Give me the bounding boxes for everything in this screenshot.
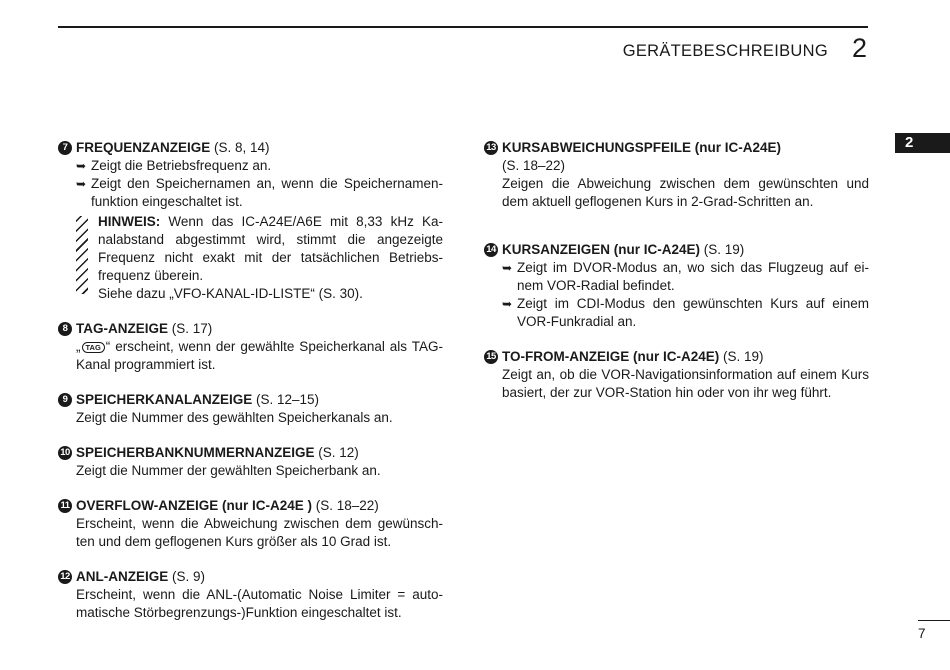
item-text: “ erscheint, wenn der gewählte Speicherkanal als TAG-Kanal programmiert ist. — [76, 339, 443, 372]
item-14 — [484, 241, 869, 331]
item-title: OVERFLOW-ANZEIGE (nur IC-A24E ) — [76, 498, 312, 513]
section-title: GERÄTEBESCHREIBUNG — [622, 42, 828, 60]
page-reference: (S. 18–22) — [311, 498, 379, 513]
note-label: HINWEIS: — [98, 214, 161, 229]
quote-open: „ — [76, 339, 81, 354]
header-rule — [58, 26, 868, 28]
page-number: 7 — [918, 626, 926, 641]
page-reference: (S. 12–15) — [252, 392, 320, 407]
item-text: Zeigt die Nummer des gewählten Speicherkanals an. — [76, 410, 393, 425]
item-11 — [58, 497, 443, 551]
item-number-marker: 15 — [484, 350, 498, 364]
arrow-bullet-icon: ➥ — [76, 177, 87, 191]
item-text: Zeigt die Nummer der gewählten Speicherbank an. — [76, 463, 381, 478]
bullet-item — [502, 259, 869, 295]
bullet-item — [76, 175, 443, 211]
note-hatch-icon — [76, 216, 88, 294]
item-title: ANL-ANZEIGE — [76, 569, 169, 584]
item-text: Zeigen die Abweichung zwischen dem gewünschten und dem aktuell geflogenen Kurs in 2-Grad-Schritten an. — [502, 176, 869, 209]
item-13 — [484, 139, 869, 211]
note-text: Wenn das IC-A24E/A6E mit 8,33 kHz Ka-nalabstand abgestimmt wird, stimmt die angezeigte Frequenz nicht exakt mit der tatsächlichen Betriebs-frequenz überein. — [98, 214, 443, 283]
tag-key-icon: TAG — [82, 342, 105, 353]
note-reference: Siehe dazu „VFO-KANAL-ID-LISTE“ (S. 30). — [98, 286, 363, 301]
item-15 — [484, 348, 869, 402]
note-box — [76, 213, 443, 303]
page-reference: (S. 19) — [700, 242, 745, 257]
item-title: KURSABWEICHUNGSPFEILE (nur IC-A24E) — [502, 140, 782, 155]
item-text: Erscheint, wenn die Abweichung zwischen dem gewünsch-ten und dem geflogenen Kurs größer als 10 Grad ist. — [76, 516, 443, 549]
item-text: Erscheint, wenn die ANL-(Automatic Noise Limiter = auto-matische Störbegrenzungs-)Funktion eingeschaltet ist. — [76, 587, 443, 620]
item-12 — [58, 568, 443, 622]
item-title: KURSANZEIGEN (nur IC-A24E) — [502, 242, 701, 257]
arrow-bullet-icon: ➥ — [502, 261, 513, 275]
chapter-number: 2 — [852, 33, 868, 63]
bullet-item — [76, 157, 443, 175]
page-reference: (S. 18–22) — [502, 158, 566, 173]
bullet-item — [502, 295, 869, 331]
left-column — [58, 139, 443, 622]
right-column — [484, 139, 869, 402]
item-title: SPEICHERBANKNUMMERNANZEIGE — [76, 445, 315, 460]
bullet-text: Zeigt den Speichernamen an, wenn die Speichernamen-funktion eingeschaltet ist. — [91, 176, 443, 209]
page-reference: (S. 8, 14) — [210, 140, 270, 155]
item-7 — [58, 139, 443, 303]
item-number-marker: 8 — [58, 322, 72, 336]
item-number-marker: 13 — [484, 141, 498, 155]
footer-rule — [918, 620, 950, 621]
bullet-text: Zeigt im DVOR-Modus an, wo sich das Flugzeug auf ei-nem VOR-Radial befindet. — [517, 260, 869, 293]
page-reference: (S. 9) — [168, 569, 206, 584]
item-number-marker: 12 — [58, 570, 72, 584]
item-number-marker: 10 — [58, 446, 72, 460]
item-text: Zeigt an, ob die VOR-Navigationsinformation auf einem Kurs basiert, der zur VOR-Station hin oder von ihr weg führt. — [502, 367, 869, 400]
arrow-bullet-icon: ➥ — [502, 297, 513, 311]
item-10 — [58, 444, 443, 480]
item-number-marker: 11 — [58, 499, 72, 513]
item-title: TO-FROM-ANZEIGE (nur IC-A24E) — [502, 349, 720, 364]
item-title: FREQUENZANZEIGE — [76, 140, 211, 155]
page-reference: (S. 19) — [719, 349, 764, 364]
item-8 — [58, 320, 443, 374]
item-number-marker: 7 — [58, 141, 72, 155]
bullet-text: Zeigt im CDI-Modus den gewünschten Kurs auf einem VOR-Funkradial an. — [517, 296, 869, 329]
item-number-marker: 9 — [58, 393, 72, 407]
item-number-marker: 14 — [484, 243, 498, 257]
item-9 — [58, 391, 443, 427]
item-title: TAG-ANZEIGE — [76, 321, 168, 336]
item-title: SPEICHERKANALANZEIGE — [76, 392, 253, 407]
chapter-side-tab: 2 — [895, 133, 950, 153]
page-reference: (S. 12) — [314, 445, 359, 460]
bullet-text: Zeigt die Betriebsfrequenz an. — [91, 158, 272, 173]
page-reference: (S. 17) — [168, 321, 213, 336]
arrow-bullet-icon: ➥ — [76, 159, 87, 173]
